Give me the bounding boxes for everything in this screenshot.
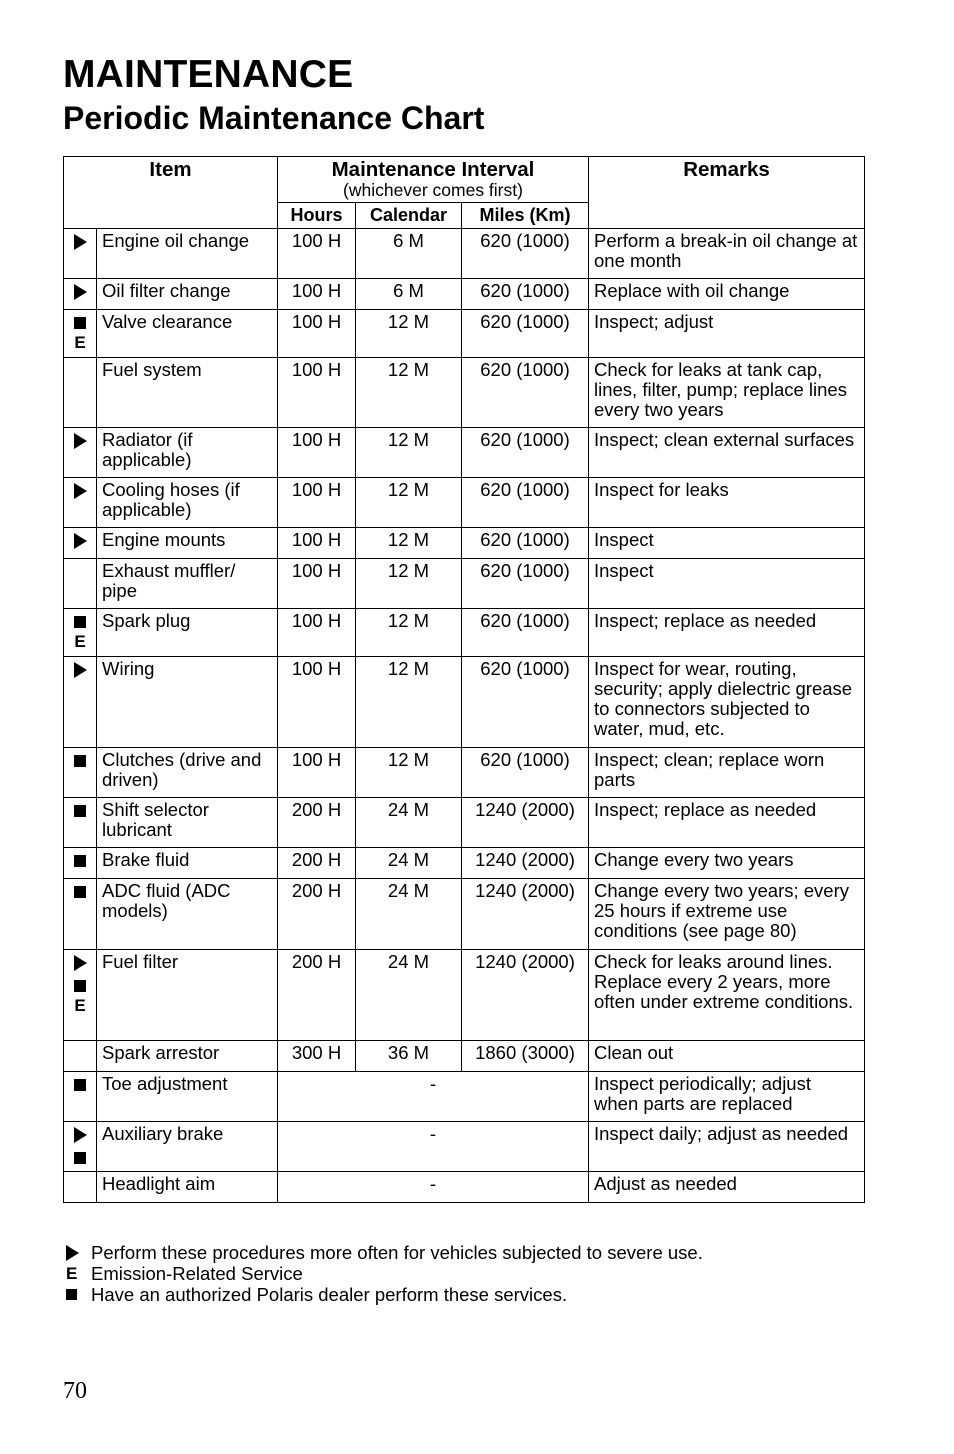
table-row [64, 559, 865, 609]
row-remarks: Inspect for leaks [589, 478, 865, 528]
dealer-service-square-icon [66, 1289, 77, 1300]
row-miles: 1240 (2000) [462, 848, 589, 879]
row-remarks: Inspect daily; adjust as needed [589, 1122, 865, 1172]
legend-item [66, 1263, 703, 1284]
table-row [64, 528, 865, 559]
table-row [64, 229, 865, 279]
emission-e-icon: E [74, 996, 86, 1015]
row-symbols [64, 428, 97, 478]
row-symbols [64, 1172, 97, 1203]
row-remarks: Check for leaks around lines. Replace every 2 years, more often under extreme conditions. [589, 950, 865, 1041]
table-row [64, 1172, 865, 1203]
row-interval: - [278, 1072, 589, 1122]
row-symbols [64, 1072, 97, 1122]
row-remarks: Inspect [589, 528, 865, 559]
row-item: Shift selector lubricant [97, 798, 278, 848]
row-symbols [64, 657, 97, 748]
legend [66, 1242, 703, 1305]
row-hours: 100 H [278, 748, 356, 798]
row-remarks: Inspect periodically; adjust when parts are replaced [589, 1072, 865, 1122]
dealer-service-square-icon [74, 1152, 86, 1164]
legend-text: Have an authorized Polaris dealer perform these services. [91, 1284, 568, 1305]
row-calendar: 12 M [356, 559, 462, 609]
row-hours: 100 H [278, 528, 356, 559]
row-remarks: Clean out [589, 1041, 865, 1072]
row-hours: 100 H [278, 609, 356, 657]
severe-use-triangle-icon [74, 234, 87, 250]
page-number: 70 [63, 1378, 87, 1404]
row-item: Fuel system [97, 358, 278, 428]
row-miles: 1240 (2000) [462, 950, 589, 1041]
table-row [64, 279, 865, 310]
dealer-service-square-icon [74, 317, 86, 329]
row-symbols [64, 879, 97, 950]
row-item: Engine mounts [97, 528, 278, 559]
row-item: Wiring [97, 657, 278, 748]
row-symbols [64, 229, 97, 279]
row-item: Spark plug [97, 609, 278, 657]
dealer-service-square-icon [74, 980, 86, 992]
row-hours: 300 H [278, 1041, 356, 1072]
row-remarks: Change every two years; every 25 hours if extreme use conditions (see page 80) [589, 879, 865, 950]
row-symbols [64, 358, 97, 428]
row-item: Brake fluid [97, 848, 278, 879]
row-interval: - [278, 1122, 589, 1172]
row-remarks: Inspect for wear, routing, security; apply dielectric grease to connectors subjected to water, mud, etc. [589, 657, 865, 748]
table-row [64, 428, 865, 478]
row-hours: 100 H [278, 559, 356, 609]
row-remarks: Replace with oil change [589, 279, 865, 310]
row-remarks: Inspect; replace as needed [589, 609, 865, 657]
table-row [64, 950, 865, 1041]
row-symbols [64, 950, 97, 1041]
table-row [64, 1072, 865, 1122]
row-item: Fuel filter [97, 950, 278, 1041]
row-item: Headlight aim [97, 1172, 278, 1203]
severe-use-triangle-icon [74, 662, 87, 678]
row-hours: 200 H [278, 950, 356, 1041]
row-calendar: 36 M [356, 1041, 462, 1072]
row-calendar: 24 M [356, 848, 462, 879]
table-row [64, 1122, 865, 1172]
header-interval: Maintenance Interval (whichever comes first) [278, 157, 589, 203]
row-calendar: 12 M [356, 748, 462, 798]
dealer-service-square-icon [74, 616, 86, 628]
row-remarks: Perform a break-in oil change at one month [589, 229, 865, 279]
header-miles: Miles (Km) [462, 203, 589, 229]
severe-use-triangle-icon [74, 1127, 87, 1143]
table-row [64, 1041, 865, 1072]
row-calendar: 24 M [356, 950, 462, 1041]
row-remarks: Inspect [589, 559, 865, 609]
row-item: ADC fluid (ADC models) [97, 879, 278, 950]
row-hours: 100 H [278, 279, 356, 310]
row-miles: 1860 (3000) [462, 1041, 589, 1072]
row-item: Auxiliary brake [97, 1122, 278, 1172]
legend-text: Perform these procedures more often for vehicles subjected to severe use. [91, 1242, 703, 1263]
table-row [64, 310, 865, 358]
row-remarks: Inspect; clean; replace worn parts [589, 748, 865, 798]
row-remarks: Inspect; replace as needed [589, 798, 865, 848]
row-item: Clutches (drive and driven) [97, 748, 278, 798]
row-miles: 1240 (2000) [462, 798, 589, 848]
severe-use-triangle-icon [74, 284, 87, 300]
row-remarks: Check for leaks at tank cap, lines, filter, pump; replace lines every two years [589, 358, 865, 428]
table-row [64, 879, 865, 950]
row-calendar: 12 M [356, 310, 462, 358]
row-calendar: 12 M [356, 358, 462, 428]
emission-e-icon: E [74, 632, 86, 651]
table-body [64, 229, 865, 1203]
row-calendar: 12 M [356, 528, 462, 559]
row-symbols [64, 559, 97, 609]
legend-marker [66, 1245, 91, 1261]
table-row [64, 478, 865, 528]
dealer-service-square-icon [74, 1079, 86, 1091]
header-interval-note: (whichever comes first) [343, 180, 523, 200]
row-calendar: 12 M [356, 478, 462, 528]
row-miles: 620 (1000) [462, 657, 589, 748]
table-row [64, 358, 865, 428]
row-item: Oil filter change [97, 279, 278, 310]
row-miles: 620 (1000) [462, 358, 589, 428]
severe-use-triangle-icon [74, 533, 87, 549]
legend-item [66, 1284, 703, 1305]
header-calendar: Calendar [356, 203, 462, 229]
row-miles: 620 (1000) [462, 528, 589, 559]
row-miles: 620 (1000) [462, 428, 589, 478]
row-symbols [64, 609, 97, 657]
row-calendar: 24 M [356, 879, 462, 950]
emission-e-icon: E [66, 1264, 78, 1283]
row-symbols [64, 798, 97, 848]
row-calendar: 6 M [356, 279, 462, 310]
table-row [64, 657, 865, 748]
row-miles: 620 (1000) [462, 229, 589, 279]
row-hours: 100 H [278, 310, 356, 358]
row-item: Valve clearance [97, 310, 278, 358]
row-symbols [64, 1122, 97, 1172]
dealer-service-square-icon [74, 886, 86, 898]
row-remarks: Change every two years [589, 848, 865, 879]
chart-title: Periodic Maintenance Chart [63, 100, 485, 136]
row-item: Spark arrestor [97, 1041, 278, 1072]
row-miles: 1240 (2000) [462, 879, 589, 950]
row-symbols [64, 279, 97, 310]
row-symbols [64, 478, 97, 528]
row-item: Radiator (if applicable) [97, 428, 278, 478]
row-item: Exhaust muffler/ pipe [97, 559, 278, 609]
row-miles: 620 (1000) [462, 559, 589, 609]
severe-use-triangle-icon [74, 955, 87, 971]
row-hours: 200 H [278, 879, 356, 950]
row-item: Engine oil change [97, 229, 278, 279]
row-item: Toe adjustment [97, 1072, 278, 1122]
row-miles: 620 (1000) [462, 609, 589, 657]
row-symbols [64, 310, 97, 358]
row-calendar: 12 M [356, 609, 462, 657]
row-remarks: Inspect; adjust [589, 310, 865, 358]
emission-e-icon: E [74, 333, 86, 352]
row-remarks: Adjust as needed [589, 1172, 865, 1203]
row-miles: 620 (1000) [462, 310, 589, 358]
header-remarks: Remarks [589, 157, 865, 229]
header-item: Item [64, 157, 278, 229]
row-hours: 100 H [278, 358, 356, 428]
legend-marker [66, 1264, 91, 1283]
severe-use-triangle-icon [66, 1245, 79, 1261]
table-row [64, 609, 865, 657]
legend-item [66, 1242, 703, 1263]
row-calendar: 24 M [356, 798, 462, 848]
header-hours: Hours [278, 203, 356, 229]
row-interval: - [278, 1172, 589, 1203]
row-remarks: Inspect; clean external surfaces [589, 428, 865, 478]
dealer-service-square-icon [74, 755, 86, 767]
row-item: Cooling hoses (if applicable) [97, 478, 278, 528]
row-hours: 200 H [278, 798, 356, 848]
row-calendar: 12 M [356, 657, 462, 748]
row-miles: 620 (1000) [462, 279, 589, 310]
row-calendar: 12 M [356, 428, 462, 478]
row-hours: 100 H [278, 229, 356, 279]
row-symbols [64, 1041, 97, 1072]
row-symbols [64, 528, 97, 559]
dealer-service-square-icon [74, 805, 86, 817]
row-calendar: 6 M [356, 229, 462, 279]
row-miles: 620 (1000) [462, 748, 589, 798]
row-hours: 100 H [278, 478, 356, 528]
table-row [64, 798, 865, 848]
dealer-service-square-icon [74, 855, 86, 867]
page-heading: MAINTENANCE [63, 53, 354, 96]
row-symbols [64, 848, 97, 879]
severe-use-triangle-icon [74, 433, 87, 449]
legend-marker [66, 1289, 91, 1300]
legend-text: Emission-Related Service [91, 1263, 303, 1284]
row-symbols [64, 748, 97, 798]
row-miles: 620 (1000) [462, 478, 589, 528]
maintenance-table [63, 156, 865, 1203]
row-hours: 100 H [278, 657, 356, 748]
table-row [64, 748, 865, 798]
row-hours: 200 H [278, 848, 356, 879]
table-row [64, 848, 865, 879]
row-hours: 100 H [278, 428, 356, 478]
severe-use-triangle-icon [74, 483, 87, 499]
